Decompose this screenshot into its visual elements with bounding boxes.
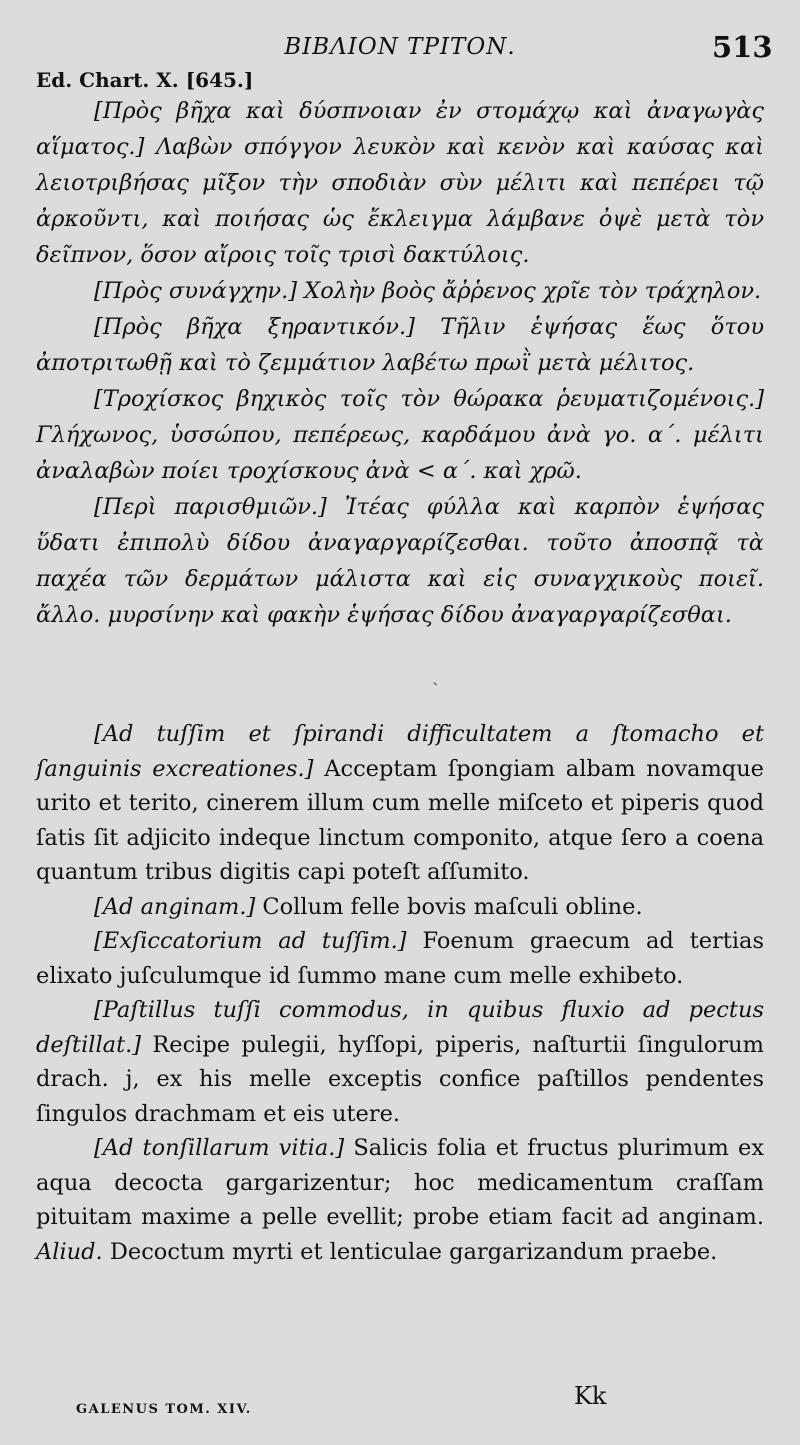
greek-entry [36,381,764,489]
entry-text: Collum felle bovis maſculi obline. [262,893,643,920]
latin-entry [36,717,764,890]
entry-heading: [Ad tonſillarum vitia.] [94,1135,345,1161]
latin-entry [36,993,764,1131]
greek-entry [36,489,764,633]
edition-reference: Ed. Chart. X. [645.] [36,68,254,92]
entry-heading: [Ad tuſſim et ſpirandi difficultatem a ſtomacho et ſanguinis excreationes.] [36,721,764,782]
entry-heading: [Πρὸς βῆχα καὶ δύσπνοιαν ἐν στομάχῳ καὶ ἀναγωγὰς αἵματος.] [36,98,764,160]
entry-heading: [Exſiccatorium ad tuſſim.] [94,928,407,954]
entry-heading: [Πρὸς βῆχα ξηραντικόν.] [94,314,415,340]
aliud-label: Aliud. [36,1238,103,1265]
entry-text: Τῆλιν ἑψήσας ἕως ὅτου ἀποτριτωθῇ καὶ τὸ ζεμμάτιον λαβέτω πρωῒ μετὰ μέλιτος. [36,314,765,376]
section-divider-mark: ˏ [432,662,439,686]
latin-entry [36,890,764,925]
entry-heading: [Paſtillus tuſſi commodus, in quibus fluxio ad pectus deſtillat.] [36,997,764,1058]
greek-text-block [36,93,764,633]
page-number: 513 [712,30,773,64]
greek-entry [36,273,764,309]
greek-entry [36,93,764,273]
footer-volume: GALENUS TOM. XIV. [76,1402,252,1417]
latin-entry [36,924,764,993]
aliud-text: Decoctum myrti et lenticulae gargarizandum praebe. [109,1238,718,1265]
latin-text-block [36,717,764,1269]
running-title: ΒΙΒΛΙΟΝ ΤΡΙΤΟΝ. [284,34,516,60]
entry-text: Foenum graecum ad tertias elixato juſculumque id ſummo mane cum melle exhibeto. [36,928,765,989]
latin-entry [36,1131,764,1269]
entry-text: Acceptam ſpongiam albam novamque urito et terito, cinerem illum cum melle miſceto et piperis quod ſatis ſit adjicito indeque linctum componito, atque ſero a coena quantum tribus digitis capi poteſt aſſumito. [36,755,764,885]
entry-text: Λαβὼν σπόγγον λευκὸν καὶ κενὸν καὶ καύσας καὶ λειοτριβήσας μῖξον τὴν σποδιὰν σὺν μέλιτι καὶ πεπέρει τῷ ἀρκοῦντι, καὶ ποιήσας ὡς ἔκλειγμα λάμβανε ὀψὲ μετὰ τὸν δεῖπνον, ὅσον αἴροις τοῖς τρισὶ δακτύλοις. [36,134,765,268]
entry-text: Χολὴν βοὸς ἄῤῥενος χρῖε τὸν τράχηλον. [304,278,762,304]
entry-text: Ἰτέας φύλλα καὶ καρπὸν ἑψήσας ὕδατι ἐπιπολὺ δίδου ἀναγαργαρίζεσθαι. τοῦτο ἀποσπᾷ τὰ παχέα τῶν δερμάτων μάλιστα καὶ εἰς συναγχικοὺς ποιεῖ. ἄλλο. μυρσίνην καὶ φακὴν ἑψήσας δίδου ἀναγαργαρίζεσθαι. [36,494,765,628]
entry-heading: [Πρὸς συνάγχην.] [94,278,298,304]
entry-text: Salicis folia et fructus plurimum ex aqua decocta gargarizentur; hoc medicamentum craſſam pituitam maxime a pelle evellit; probe etiam facit ad anginam. [36,1135,765,1230]
signature-mark: Kk [574,1382,607,1410]
entry-text: Recipe pulegii, hyſſopi, piperis, naſturtii ſingulorum drach. j, ex his melle exceptis confice paſtillos pendentes ſingulos drachmam et eis utere. [36,1031,764,1127]
entry-heading: [Περὶ παρισθμιῶν.] [94,494,327,520]
entry-heading: [Ad anginam.] [94,893,256,920]
entry-text: Γλήχωνος, ὑσσώπου, πεπέρεως, καρδάμου ἀνὰ γο. α΄. μέλιτι ἀναλαβὼν ποίει τροχίσκους ἀνὰ < α΄. καὶ χρῶ. [36,422,764,484]
greek-entry [36,309,764,381]
entry-heading: [Τροχίσκος βηχικὸς τοῖς τὸν θώρακα ῥευματιζομένοις.] [94,386,764,412]
